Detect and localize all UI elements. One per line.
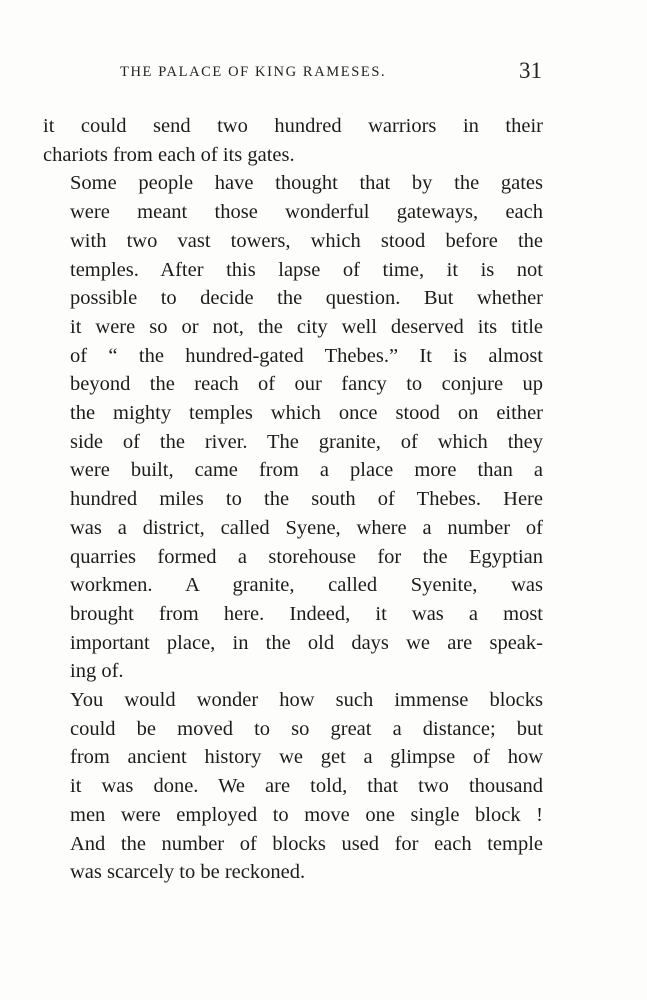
page-header bbox=[120, 58, 542, 88]
text-line: side of the river. The granite, of which they bbox=[70, 430, 543, 453]
text-line: quarries formed a storehouse for the Egyptian bbox=[70, 545, 543, 568]
text-line: workmen. A granite, called Syenite, was bbox=[70, 574, 543, 597]
text-line: were meant those wonderful gateways, each bbox=[70, 201, 543, 224]
text-line: temples. After this lapse of time, it is not bbox=[70, 258, 543, 281]
paragraph-1 bbox=[43, 112, 543, 169]
text-line: it were so or not, the city well deserved its title bbox=[70, 315, 543, 338]
running-head: THE PALACE OF KING RAMESES. bbox=[120, 64, 387, 80]
text-line: You would wonder how such immense blocks bbox=[70, 689, 543, 712]
text-line: it could send two hundred warriors in their bbox=[43, 115, 543, 137]
text-line: possible to decide the question. But whether bbox=[70, 287, 543, 310]
text-line: Some people have thought that by the gates bbox=[70, 172, 543, 195]
text-line: hundred miles to the south of Thebes. Here bbox=[70, 488, 543, 511]
text-line: of “ the hundred-gated Thebes.” It is almost bbox=[70, 344, 543, 367]
text-line: was a district, called Syene, where a number of bbox=[70, 516, 543, 539]
text-line: the mighty temples which once stood on either bbox=[70, 402, 543, 425]
text-line: brought from here. Indeed, it was a most bbox=[70, 602, 543, 625]
text-line: from ancient history we get a glimpse of how bbox=[70, 746, 543, 769]
text-line: chariots from each of its gates. bbox=[43, 143, 295, 166]
paragraph-2 bbox=[43, 169, 543, 686]
text-line: beyond the reach of our fancy to conjure up bbox=[70, 373, 543, 396]
page-body bbox=[43, 112, 543, 887]
text-line: was scarcely to be reckoned. bbox=[70, 861, 306, 884]
text-line: it was done. We are told, that two thousand bbox=[70, 775, 543, 798]
page-number: 31 bbox=[519, 58, 542, 83]
text-line: men were employed to move one single block ! bbox=[70, 803, 543, 826]
text-line: were built, came from a place more than a bbox=[70, 459, 543, 482]
paragraph-3 bbox=[43, 686, 543, 887]
text-line: could be moved to so great a distance; but bbox=[70, 717, 543, 740]
text-line: And the number of blocks used for each temple bbox=[70, 832, 543, 855]
text-line: ing of. bbox=[70, 660, 124, 683]
text-line: with two vast towers, which stood before the bbox=[70, 229, 543, 252]
text-line: important place, in the old days we are speak- bbox=[70, 631, 543, 654]
